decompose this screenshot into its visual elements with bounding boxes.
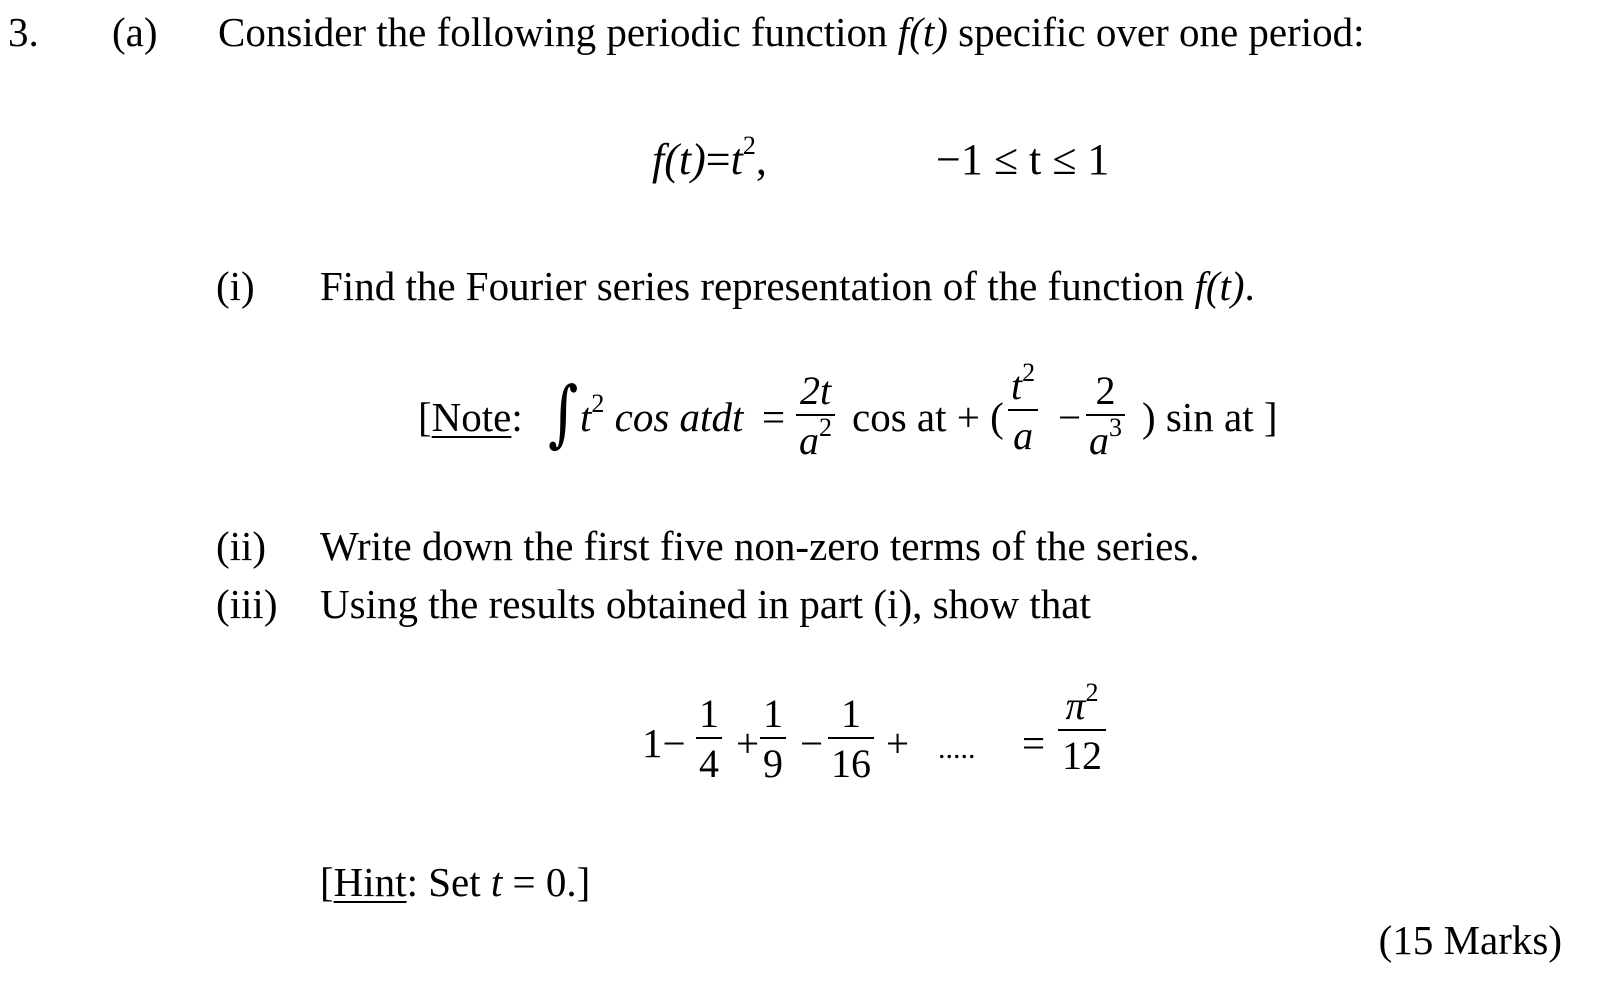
intro-prefix: Consider the following periodic function bbox=[218, 9, 898, 55]
definition-base: t bbox=[730, 135, 743, 184]
note-colon: : bbox=[511, 394, 523, 440]
fraction-1-over-4 bbox=[696, 691, 722, 786]
fraction-2t-over-a2 bbox=[796, 368, 835, 463]
integrand bbox=[580, 389, 744, 440]
part-i-suffix: . bbox=[1244, 263, 1255, 309]
part-label-ii: (ii) bbox=[216, 523, 267, 569]
fraction-bar bbox=[828, 737, 874, 739]
note-mid-term: cos at + ( bbox=[852, 394, 1004, 440]
fraction-denominator: 16 bbox=[831, 741, 871, 786]
definition-domain: −1 ≤ t ≤ 1 bbox=[936, 135, 1110, 184]
fraction-denominator-exponent: 3 bbox=[1109, 412, 1122, 442]
marks-label: (15 Marks) bbox=[1378, 917, 1562, 963]
fraction-numerator: 1 bbox=[763, 691, 783, 736]
fraction-bar bbox=[760, 737, 786, 739]
fraction-denominator: 12 bbox=[1062, 733, 1102, 778]
fraction-1-over-9 bbox=[760, 691, 786, 786]
fraction-1-over-16 bbox=[828, 691, 874, 786]
integrand-base: t bbox=[580, 394, 592, 440]
note-open-bracket: [ bbox=[418, 394, 432, 440]
fraction-denominator: 4 bbox=[699, 741, 719, 786]
definition-lhs: f(t) bbox=[652, 135, 706, 184]
note-word: Note bbox=[431, 394, 512, 440]
fraction-t2-over-a bbox=[1008, 357, 1038, 458]
question-number: 3. bbox=[8, 9, 39, 55]
fraction-denominator-base: a bbox=[1089, 418, 1109, 463]
note-label bbox=[418, 394, 523, 440]
hint-label: Hint bbox=[333, 859, 407, 905]
series-lead: 1− bbox=[642, 720, 686, 766]
hint-value: = 0.] bbox=[502, 859, 591, 905]
function-definition bbox=[652, 131, 767, 184]
fraction-pi2-over-12 bbox=[1058, 677, 1106, 778]
fraction-numerator-base: π bbox=[1065, 683, 1086, 728]
fraction-denominator-base: a bbox=[799, 418, 819, 463]
fraction-numerator: 1 bbox=[841, 691, 861, 736]
integrand-exponent: 2 bbox=[591, 389, 605, 419]
part-iii-text: Using the results obtained in part (i), show that bbox=[320, 581, 1091, 627]
part-ii-text: Write down the first five non-zero terms of the series. bbox=[320, 523, 1200, 569]
hint-open-bracket: [ bbox=[320, 859, 334, 905]
fraction-denominator-exponent: 2 bbox=[819, 412, 832, 442]
part-label-iii: (iii) bbox=[216, 581, 278, 627]
fraction-bar bbox=[1058, 729, 1106, 731]
fraction-denominator: a bbox=[1013, 413, 1034, 458]
part-i-function: f(t) bbox=[1194, 263, 1245, 309]
definition-exponent: 2 bbox=[742, 131, 756, 161]
fraction-numerator: 2 bbox=[1095, 368, 1116, 413]
fraction-numerator-base: t bbox=[1011, 363, 1023, 408]
intro-function: f(t) bbox=[897, 9, 948, 55]
hint-text: : Set bbox=[406, 859, 491, 905]
intro-text bbox=[218, 9, 1365, 55]
fraction-bar bbox=[696, 737, 722, 739]
fraction-2-over-a3 bbox=[1086, 368, 1125, 463]
series-ellipsis: ..... bbox=[938, 732, 976, 765]
intro-suffix: specific over one period: bbox=[947, 9, 1365, 55]
note-equals: = bbox=[762, 394, 786, 440]
fraction-numerator-exponent: 2 bbox=[1085, 677, 1099, 707]
fraction-bar bbox=[1008, 409, 1038, 411]
fraction-numerator-exponent: 2 bbox=[1022, 357, 1036, 387]
hint-variable: t bbox=[490, 859, 503, 905]
part-label-a: (a) bbox=[112, 9, 158, 55]
fraction-numerator: 2t bbox=[799, 368, 832, 413]
series-operator-plus: + bbox=[736, 720, 760, 766]
fraction-numerator: 1 bbox=[699, 691, 719, 736]
definition-equals: = bbox=[705, 135, 731, 184]
note-minus: − bbox=[1058, 394, 1082, 440]
part-i-prefix: Find the Fourier series representation of the function bbox=[320, 263, 1195, 309]
series-operator-plus: + bbox=[886, 720, 910, 766]
part-i-text bbox=[320, 263, 1255, 309]
integral-sign: ∫ bbox=[548, 370, 579, 456]
fraction-denominator: 9 bbox=[763, 741, 783, 786]
part-label-i: (i) bbox=[216, 263, 255, 309]
definition-comma: , bbox=[755, 135, 767, 184]
hint bbox=[320, 859, 591, 905]
series-equals: = bbox=[1022, 720, 1046, 766]
series-operator-minus: − bbox=[800, 720, 824, 766]
integrand-rest: cos atdt bbox=[604, 394, 744, 440]
note-tail: ) sin at ] bbox=[1142, 394, 1278, 440]
